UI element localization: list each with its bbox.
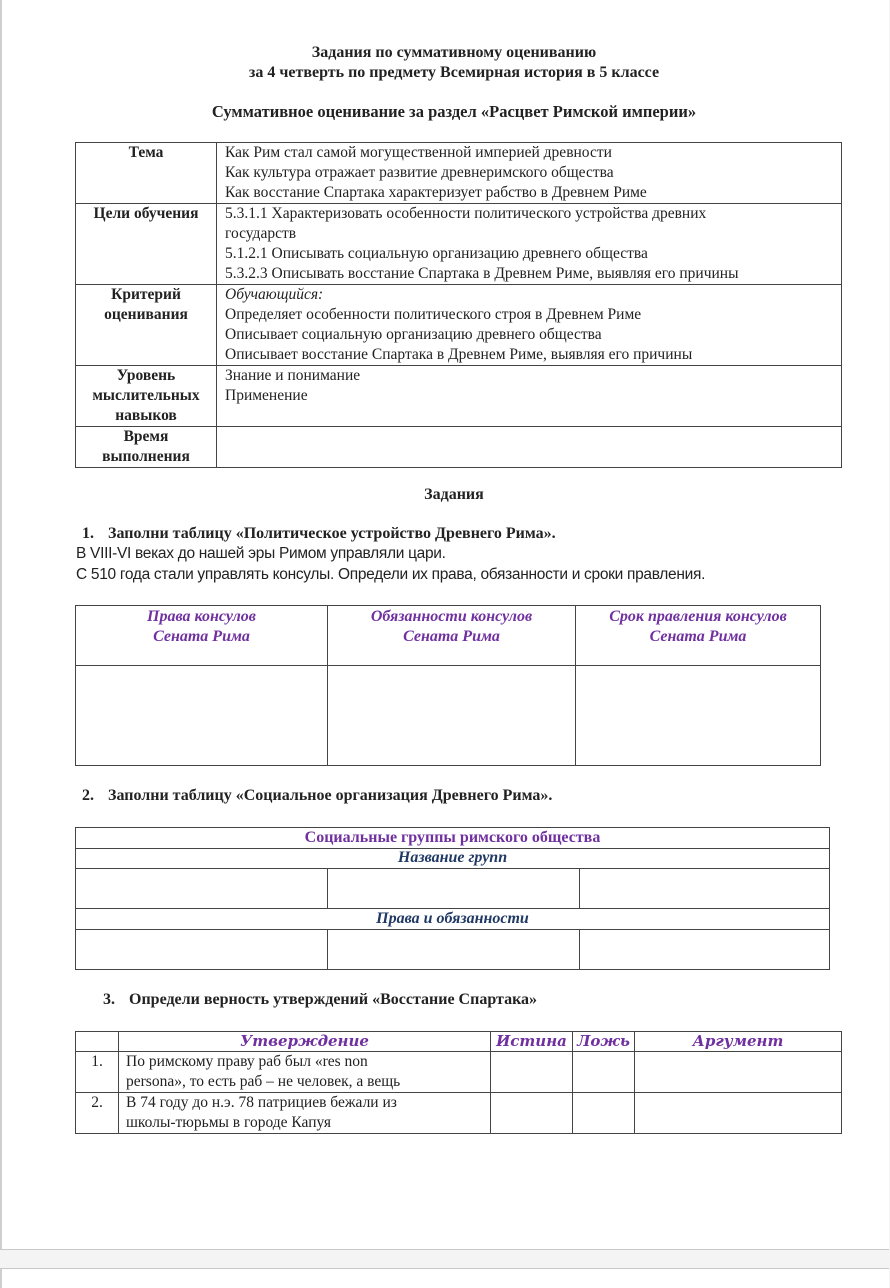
task2-group-name-cell[interactable] [76,869,328,909]
task2-rights-row [76,930,830,970]
criteria-intro: Обучающийся: [225,286,324,303]
task3-heading [103,991,537,1009]
task1-col-rights [76,606,328,666]
task2-rights-cell[interactable] [328,930,580,970]
time-label-line: выполнения [102,448,190,465]
task1-answer-duties[interactable] [328,666,576,766]
info-table [75,142,842,468]
skills-label-line: Уровень [116,367,176,384]
criteria-line: Описывает восстание Спартака в Древнем Риме, выявляя его причины [225,346,693,363]
task3-row-false-cell[interactable] [573,1052,635,1093]
task3-row-statement [119,1093,491,1134]
task1-table [75,605,821,766]
statement-line: школы-тюрьмы в городе Капуя [126,1114,332,1131]
criteria-line: Описывает социальную организацию древнего общества [225,326,602,343]
info-row-criteria [76,285,842,366]
task2-group-names-header: Название групп [76,849,830,869]
task3-row [76,1093,842,1134]
skills-label-line: навыков [115,407,177,424]
tasks-title: Задания [424,486,484,503]
document-title-line2: за 4 четверть по предмету Всемирная история в 5 классе [248,64,660,81]
document-title-line1: Задания по суммативному оцениванию [311,44,597,61]
task3-row-number: 1. [76,1052,119,1093]
info-row-skills [76,366,842,427]
time-label-line: Время [123,428,169,445]
info-label-criteria [76,285,217,366]
col-header-line: Сената Рима [403,628,500,645]
criteria-line: Определяет особенности политического строя в Древнем Риме [225,306,642,323]
task2-rights-cell[interactable] [76,930,328,970]
task1-text-line2: С 510 года стали управлять консулы. Определи их права, обязанности и сроки правления. [76,566,706,583]
task3-row-true-cell[interactable] [491,1093,573,1134]
task1-answer-row [76,666,821,766]
task2-group-name-cell[interactable] [580,869,830,909]
task1-col-duties [328,606,576,666]
info-row-goals [76,204,842,285]
topic-line: Как восстание Спартака характеризует рабство в Древнем Риме [225,184,647,201]
goal-line: 5.3.2.3 Описывать восстание Спартака в Древнем Риме, выявляя его причины [225,265,739,282]
info-row-topic [76,143,842,204]
task3-row-false-cell[interactable] [573,1093,635,1134]
task2-number: 2. [82,787,94,804]
info-label-time [76,427,217,468]
task3-row-true-cell[interactable] [491,1052,573,1093]
task2-group-name-cell[interactable] [328,869,580,909]
col-header-line: Сената Рима [649,628,747,645]
info-value-goals [217,204,842,285]
task3-row [76,1052,842,1093]
task2-rights-cell[interactable] [580,930,830,970]
skills-label-line: мыслительных [92,387,200,404]
task3-row-number: 2. [76,1093,119,1134]
topic-line: Как Рим стал самой могущественной империей древности [225,144,612,161]
task3-row-argument-cell[interactable] [635,1052,842,1093]
task3-header-row [76,1032,842,1052]
task2-table-title: Социальные группы римского общества [76,828,830,849]
col-header-line: Срок правления консулов [609,608,787,625]
task1-number: 1. [82,525,94,542]
statement-line: По римскому праву раб был «res non [126,1053,368,1070]
task2-rights-header: Права и обязанности [76,909,830,930]
task2-heading-text: Заполни таблицу «Социальное организация Древнего Рима». [108,787,553,804]
task2-heading [82,787,552,805]
task3-col-num [76,1032,119,1052]
statement-line: В 74 году до н.э. 78 патрициев бежали из [126,1094,397,1111]
info-value-topic [217,143,842,204]
task3-row-statement [119,1052,491,1093]
task1-answer-term[interactable] [576,666,821,766]
section-title: Суммативное оценивание за раздел «Расцвет Римской империи» [211,102,697,121]
task3-col-true: Истина [491,1032,573,1052]
task2-names-header-row [76,849,830,869]
goal-line: 5.3.1.1 Характеризовать особенности политического устройства древних [225,205,707,222]
statement-line: persona», то есть раб – не человек, а вещь [126,1073,401,1090]
task2-title-row [76,828,830,849]
info-label-topic: Тема [76,143,217,204]
criteria-label-line: Критерий [111,286,181,303]
task3-table [75,1031,842,1134]
task2-rights-header-row [76,909,830,930]
info-value-skills [217,366,842,427]
task1-answer-rights[interactable] [76,666,328,766]
topic-line: Как культура отражает развитие древнеримского общества [225,164,614,181]
task3-heading-text: Определи верность утверждений «Восстание Спартака» [129,991,538,1008]
task3-col-statement: Утверждение [119,1032,491,1052]
info-value-time[interactable] [217,427,842,468]
task1-heading-text: Заполни таблицу «Политическое устройство Древнего Рима». [108,525,556,542]
task2-table [75,827,830,970]
goal-line: 5.1.2.1 Описывать социальную организацию древнего общества [225,245,648,262]
col-header-line: Обязанности консулов [370,608,533,625]
task3-number: 3. [103,991,115,1008]
next-page [0,1268,889,1288]
skill-line: Применение [225,387,308,404]
info-row-time [76,427,842,468]
skill-line: Знание и понимание [225,367,361,384]
task3-col-false: Ложь [573,1032,635,1052]
task1-text-line1: В VIII-VI веках до нашей эры Римом управляли цари. [76,545,446,562]
task1-header-row [76,606,821,666]
info-value-criteria [217,285,842,366]
task1-heading [82,525,556,543]
task3-row-argument-cell[interactable] [635,1093,842,1134]
criteria-label-line: оценивания [104,306,188,323]
info-label-skills [76,366,217,427]
task1-col-term [576,606,821,666]
task2-names-row [76,869,830,909]
col-header-line: Сената Рима [153,628,250,645]
task3-col-argument: Аргумент [635,1032,842,1052]
goal-line: государств [225,225,297,242]
info-label-goals: Цели обучения [76,204,217,285]
col-header-line: Права консулов [147,608,256,625]
